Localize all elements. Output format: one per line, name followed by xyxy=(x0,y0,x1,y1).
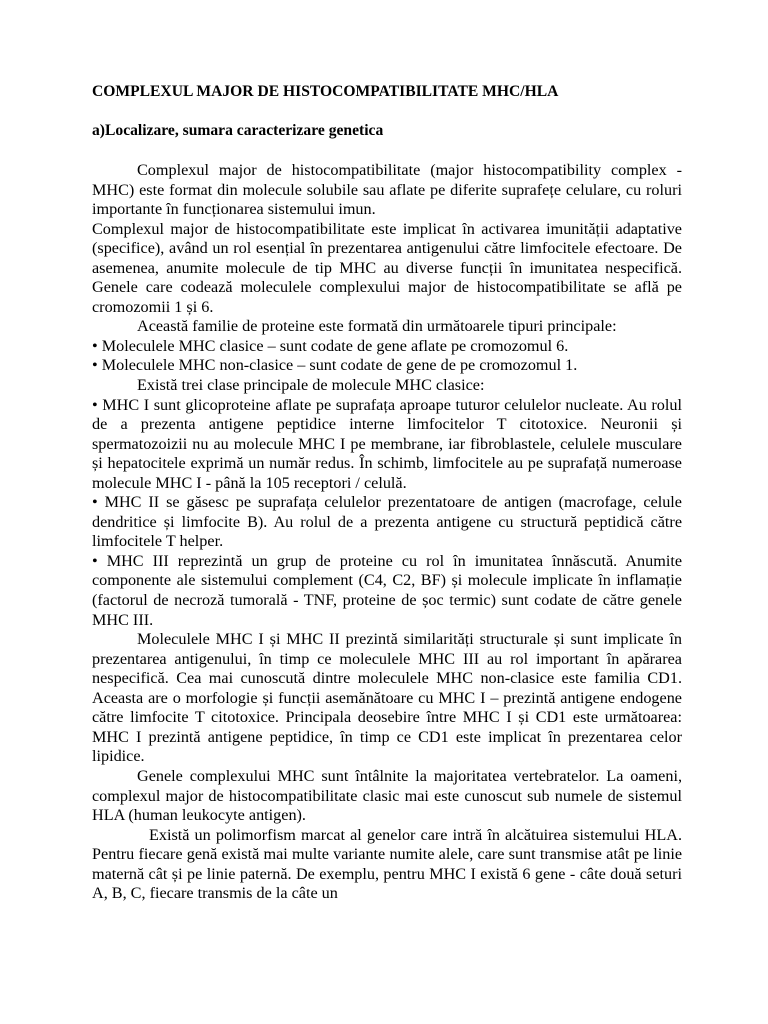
list-item-mhc-ii: • MHC II se găsesc pe suprafața celulelor prezentatoare de antigen (macrofage, celule dendritice și limfocite B). Au rolul de a prezenta antigene cu structură peptidică către limfocitele T helper. xyxy=(92,493,682,551)
paragraph-role: Complexul major de histocompatibilitate este implicat în activarea imunității adaptative (specifice), având un rol esențial în prezentarea antigenului către limfocitele efectoare. De asemenea, anumite molecule de tip MHC au diverse funcții în imunitatea nespecifică. Genele care codează moleculele complexului major de histocompatibilitate se află pe cromozomii 1 și 6. xyxy=(92,219,682,316)
paragraph-polymorphism: Există un polimorfism marcat al genelor care intră în alcătuirea sistemului HLA. Pentru fiecare genă există mai multe variante numite alele, care sunt transmise atât pe linie maternă cât și pe linie paternă. De exemplu, pentru MHC I există 6 gene - câte două seturi A, B, C, fiecare transmis de la câte un xyxy=(92,825,682,903)
list-item-nonclassic: • Moleculele MHC non-clasice – sunt codate de gene de pe cromozomul 1. xyxy=(92,356,578,375)
list-item-mhc-iii: • MHC III reprezintă un grup de proteine cu rol în imunitatea înnăscută. Anumite componente ale sistemului complement (C4, C2, BF) și molecule implicate în inflamație (factorul de necroză tumorală - TNF, proteine de șoc termic) sunt codate de către genele MHC III. xyxy=(92,551,682,629)
list-item-mhc-i: • MHC I sunt glicoproteine aflate pe suprafața aproape tuturor celulelor nucleate. Au rolul de a prezenta antigene peptidice interne limfocitelor T citotoxice. Neuronii și spermatozoizii nu au molecule MHC I pe membrane, iar fibroblastele, celulele musculare și hepatocitele exprimă un număr redus. În schimb, limfocitele au pe suprafață numeroase molecule MHC I - până la 105 receptori / celulă. xyxy=(92,395,682,492)
paragraph-classes: Există trei clase principale de molecule MHC clasice: xyxy=(137,376,485,395)
paragraph-family: Această familie de proteine este formată din următoarele tipuri principale: xyxy=(137,317,617,336)
document-body xyxy=(92,161,682,904)
document-title: COMPLEXUL MAJOR DE HISTOCOMPATIBILITATE MHC/HLA xyxy=(92,83,559,100)
paragraph-comparison: Moleculele MHC I și MHC II prezintă similarități structurale și sunt implicate în prezentarea antigenului, în timp ce moleculele MHC III au rol important în apărarea nespecifică. Cea mai cunoscută dintre moleculele MHC non-clasice este familia CD1. Aceasta are o morfologie și funcții asemănătoare cu MHC I – prezintă antigene endogene către limfocite T citotoxice. Principala deosebire între MHC I și CD1 este următoarea: MHC I prezintă antigene peptidice, în timp ce CD1 este implicat în prezentarea celor lipidice. xyxy=(92,630,682,766)
paragraph-hla: Genele complexului MHC sunt întâlnite la majoritatea vertebratelor. La oameni, complexul major de histocompatibilitate clasic mai este cunoscut sub numele de sistemul HLA (human leukocyte antigen). xyxy=(92,766,682,825)
section-heading: a)Localizare, sumara caracterizare genetica xyxy=(92,122,384,139)
list-item-classic: • Moleculele MHC clasice – sunt codate de gene aflate pe cromozomul 6. xyxy=(92,336,569,355)
paragraph-intro: Complexul major de histocompatibilitate (major histocompatibility complex - MHC) este format din molecule solubile sau aflate pe diferite suprafețe celulare, cu roluri importante în funcționarea sistemului imun. xyxy=(92,161,682,219)
